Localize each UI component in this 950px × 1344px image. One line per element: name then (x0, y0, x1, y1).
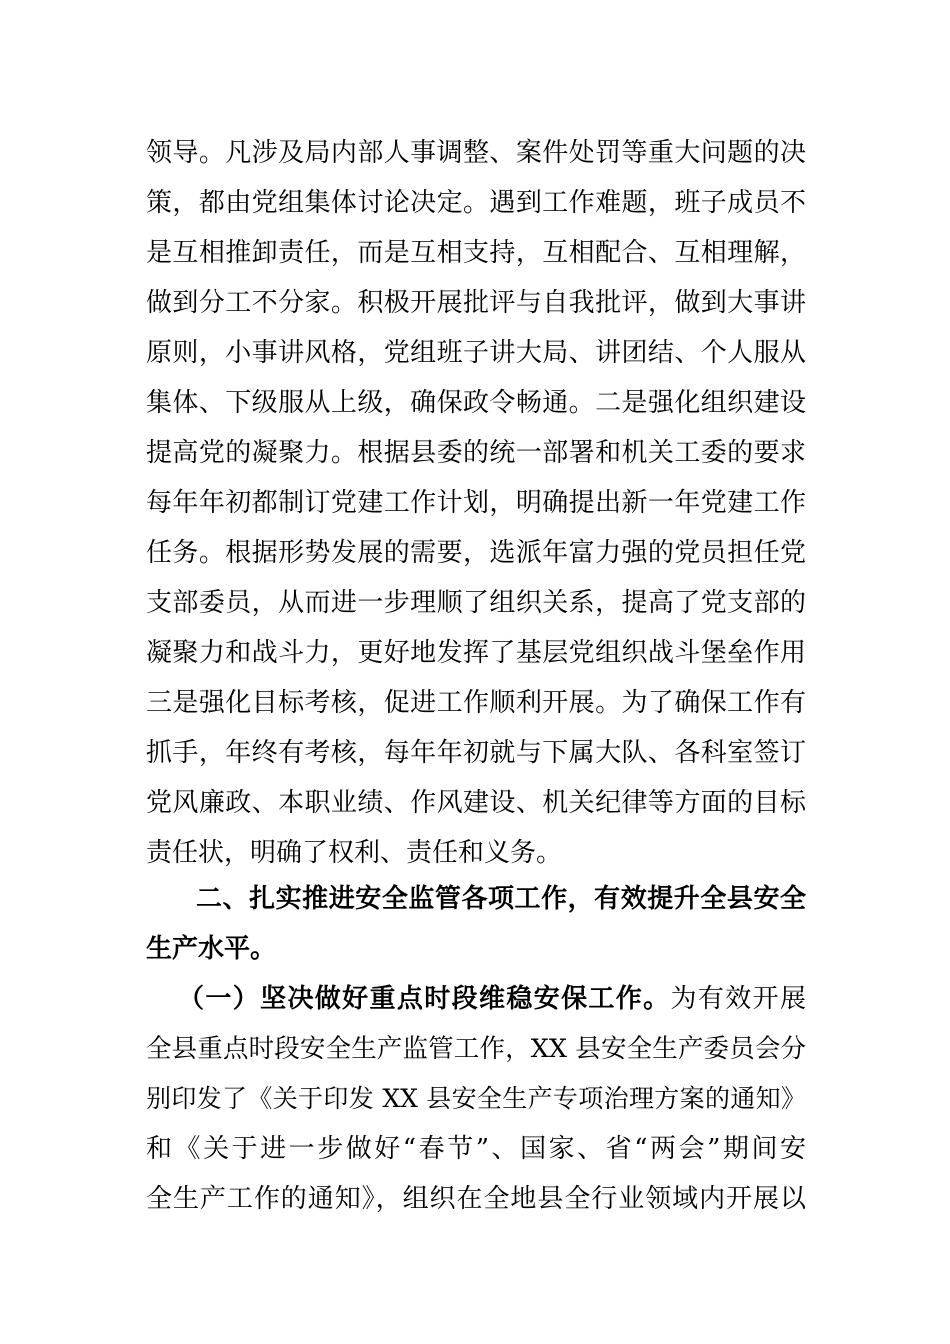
body-line-9: 任务。根据形势发展的需要，选派年富力强的党员担任党 (146, 538, 806, 568)
body-line-2: 策，都由党组集体讨论决定。遇到工作难题，班子成员不 (146, 188, 806, 218)
subsection-first-line (178, 979, 806, 1019)
body-line-12: 三是强化目标考核，促进工作顺利开展。为了确保工作有 (146, 688, 806, 718)
subsection-line-3: 别印发了《关于印发 XX 县安全生产专项治理方案的通知》 (146, 1084, 806, 1113)
body-line-11: 凝聚力和战斗力，更好地发挥了基层党组织战斗堡垒作用 (146, 638, 806, 668)
body-line-15: 责任状，明确了权利、责任和义务。 (146, 838, 563, 868)
subsection-heading: （一）坚决做好重点时段维稳安保工作。 (178, 984, 671, 1014)
body-line-1: 领导。凡涉及局内部人事调整、案件处罚等重大问题的决 (146, 138, 806, 168)
section-heading-line-2: 生产水平。 (146, 934, 277, 964)
body-line-10: 支部委员，从而进一步理顺了组织关系，提高了党支部的 (146, 588, 806, 618)
section-heading-line-1: 二、扎实推进安全监管各项工作，有效提升全县安全 (196, 884, 806, 914)
body-line-13: 抓手，年终有考核，每年年初就与下属大队、各科室签订 (146, 738, 806, 768)
subsection-line-4: 和《关于进一步做好“春节”、国家、省“两会”期间安 (146, 1134, 806, 1164)
subsection-line-2: 全县重点时段安全生产监管工作，XX 县安全生产委员会分 (146, 1034, 806, 1064)
body-line-3: 是互相推卸责任，而是互相支持，互相配合、互相理解， (146, 238, 806, 268)
subsection-line-5: 全生产工作的通知》，组织在全地县全行业领域内开展以 (146, 1184, 806, 1214)
body-line-14: 党风廉政、本职业绩、作风建设、机关纪律等方面的目标 (146, 788, 806, 818)
subsection-first-line-text: 为有效开展 (670, 984, 806, 1014)
body-line-7: 提高党的凝聚力。根据县委的统一部署和机关工委的要求 (146, 438, 806, 468)
body-line-6: 集体、下级服从上级，确保政令畅通。二是强化组织建设 (146, 388, 806, 418)
body-line-8: 每年年初都制订党建工作计划，明确提出新一年党建工作 (146, 488, 806, 518)
body-line-5: 原则，小事讲风格，党组班子讲大局、讲团结、个人服从 (146, 338, 806, 368)
body-line-4: 做到分工不分家。积极开展批评与自我批评，做到大事讲 (146, 288, 806, 318)
